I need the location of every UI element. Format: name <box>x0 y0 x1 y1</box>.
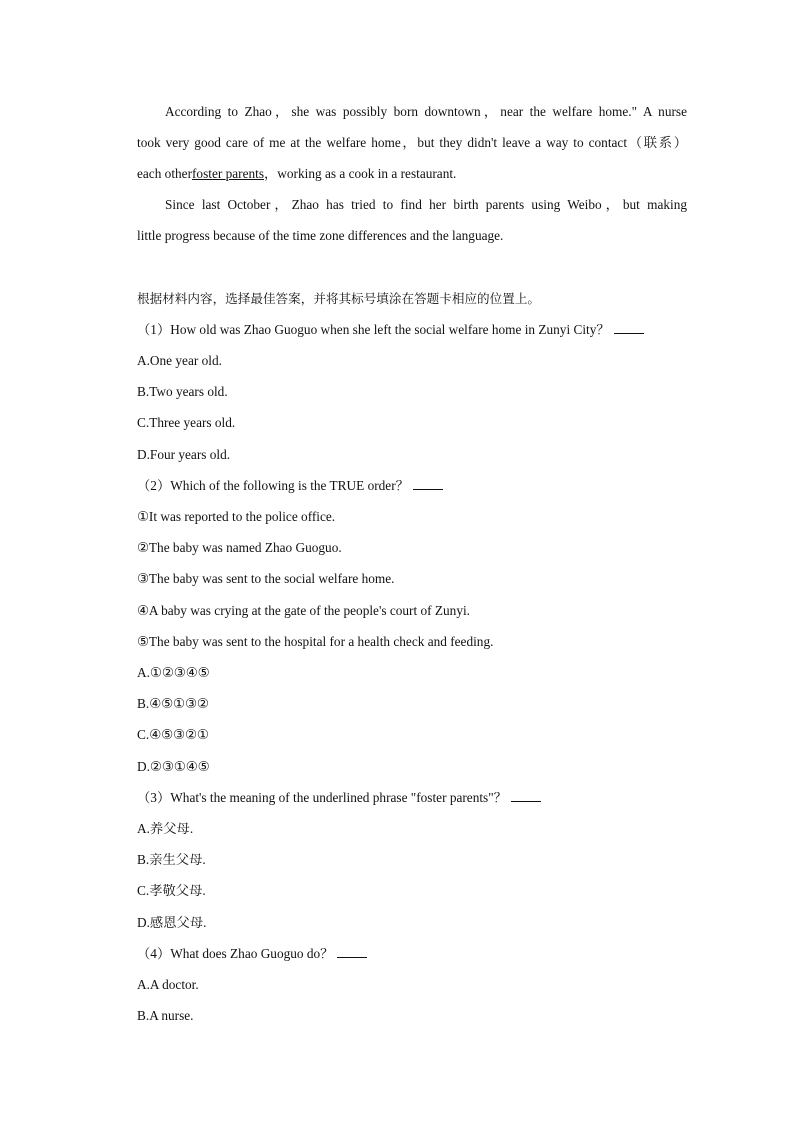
q2-option-c: C.④⑤③②① <box>137 727 209 742</box>
passage-line: Since last October，Zhao has tried to find her birth parents using Weibo，but making <box>165 197 687 212</box>
passage-line: According to Zhao，she was possibly born downtown，near the welfare home." A nurse <box>165 104 687 119</box>
underlined-phrase: foster parents <box>192 166 264 181</box>
q2-event: ①It was reported to the police office. <box>137 509 336 524</box>
q2-event: ②The baby was named Zhao Guoguo. <box>137 540 342 555</box>
passage-text: ，working as a cook in a restaurant. <box>264 166 457 181</box>
question-text: （1）How old was Zhao Guoguo when she left the social welfare home in Zunyi City？ <box>137 322 610 337</box>
answer-blank <box>511 789 541 802</box>
q2-option-a: A.①②③④⑤ <box>137 665 210 680</box>
instruction: 根据材料内容，选择最佳答案，并将其标号填涂在答题卡相应的位置上。 <box>137 291 540 306</box>
q1-option-d: D.Four years old. <box>137 447 231 462</box>
question-3-stem <box>137 789 687 807</box>
question-text: （3）What's the meaning of the underlined phrase "foster parents"？ <box>137 790 507 805</box>
question-text: （4）What does Zhao Guoguo do？ <box>137 946 334 961</box>
passage-line: little progress because of the time zone differences and the language. <box>137 228 504 243</box>
question-1-stem <box>137 321 687 339</box>
q3-option-b: B.亲生父母. <box>137 852 206 867</box>
q3-option-d: D.感恩父母. <box>137 915 207 930</box>
question-2-stem <box>137 477 687 495</box>
q2-option-d: D.②③①④⑤ <box>137 759 210 774</box>
q4-option-b: B.A nurse. <box>137 1008 194 1023</box>
passage-text: each other <box>137 166 192 181</box>
q2-event: ③The baby was sent to the social welfare home. <box>137 571 395 586</box>
q3-option-c: C.孝敬父母. <box>137 883 206 898</box>
question-4-stem <box>137 945 687 963</box>
q1-option-a: A.One year old. <box>137 353 222 368</box>
q1-option-b: B.Two years old. <box>137 384 228 399</box>
q2-event: ⑤The baby was sent to the hospital for a health check and feeding. <box>137 634 494 649</box>
passage-line: took very good care of me at the welfare home，but they didn't leave a way to contact（联系） <box>137 135 687 150</box>
question-text: （2）Which of the following is the TRUE order？ <box>137 478 409 493</box>
q1-option-c: C.Three years old. <box>137 415 236 430</box>
q2-option-b: B.④⑤①③② <box>137 696 209 711</box>
q4-option-a: A.A doctor. <box>137 977 199 992</box>
answer-blank <box>413 477 443 490</box>
answer-blank <box>614 321 644 334</box>
answer-blank <box>337 945 367 958</box>
q3-option-a: A.养父母. <box>137 821 194 836</box>
passage-line <box>137 165 687 183</box>
q2-event: ④A baby was crying at the gate of the people's court of Zunyi. <box>137 603 470 618</box>
